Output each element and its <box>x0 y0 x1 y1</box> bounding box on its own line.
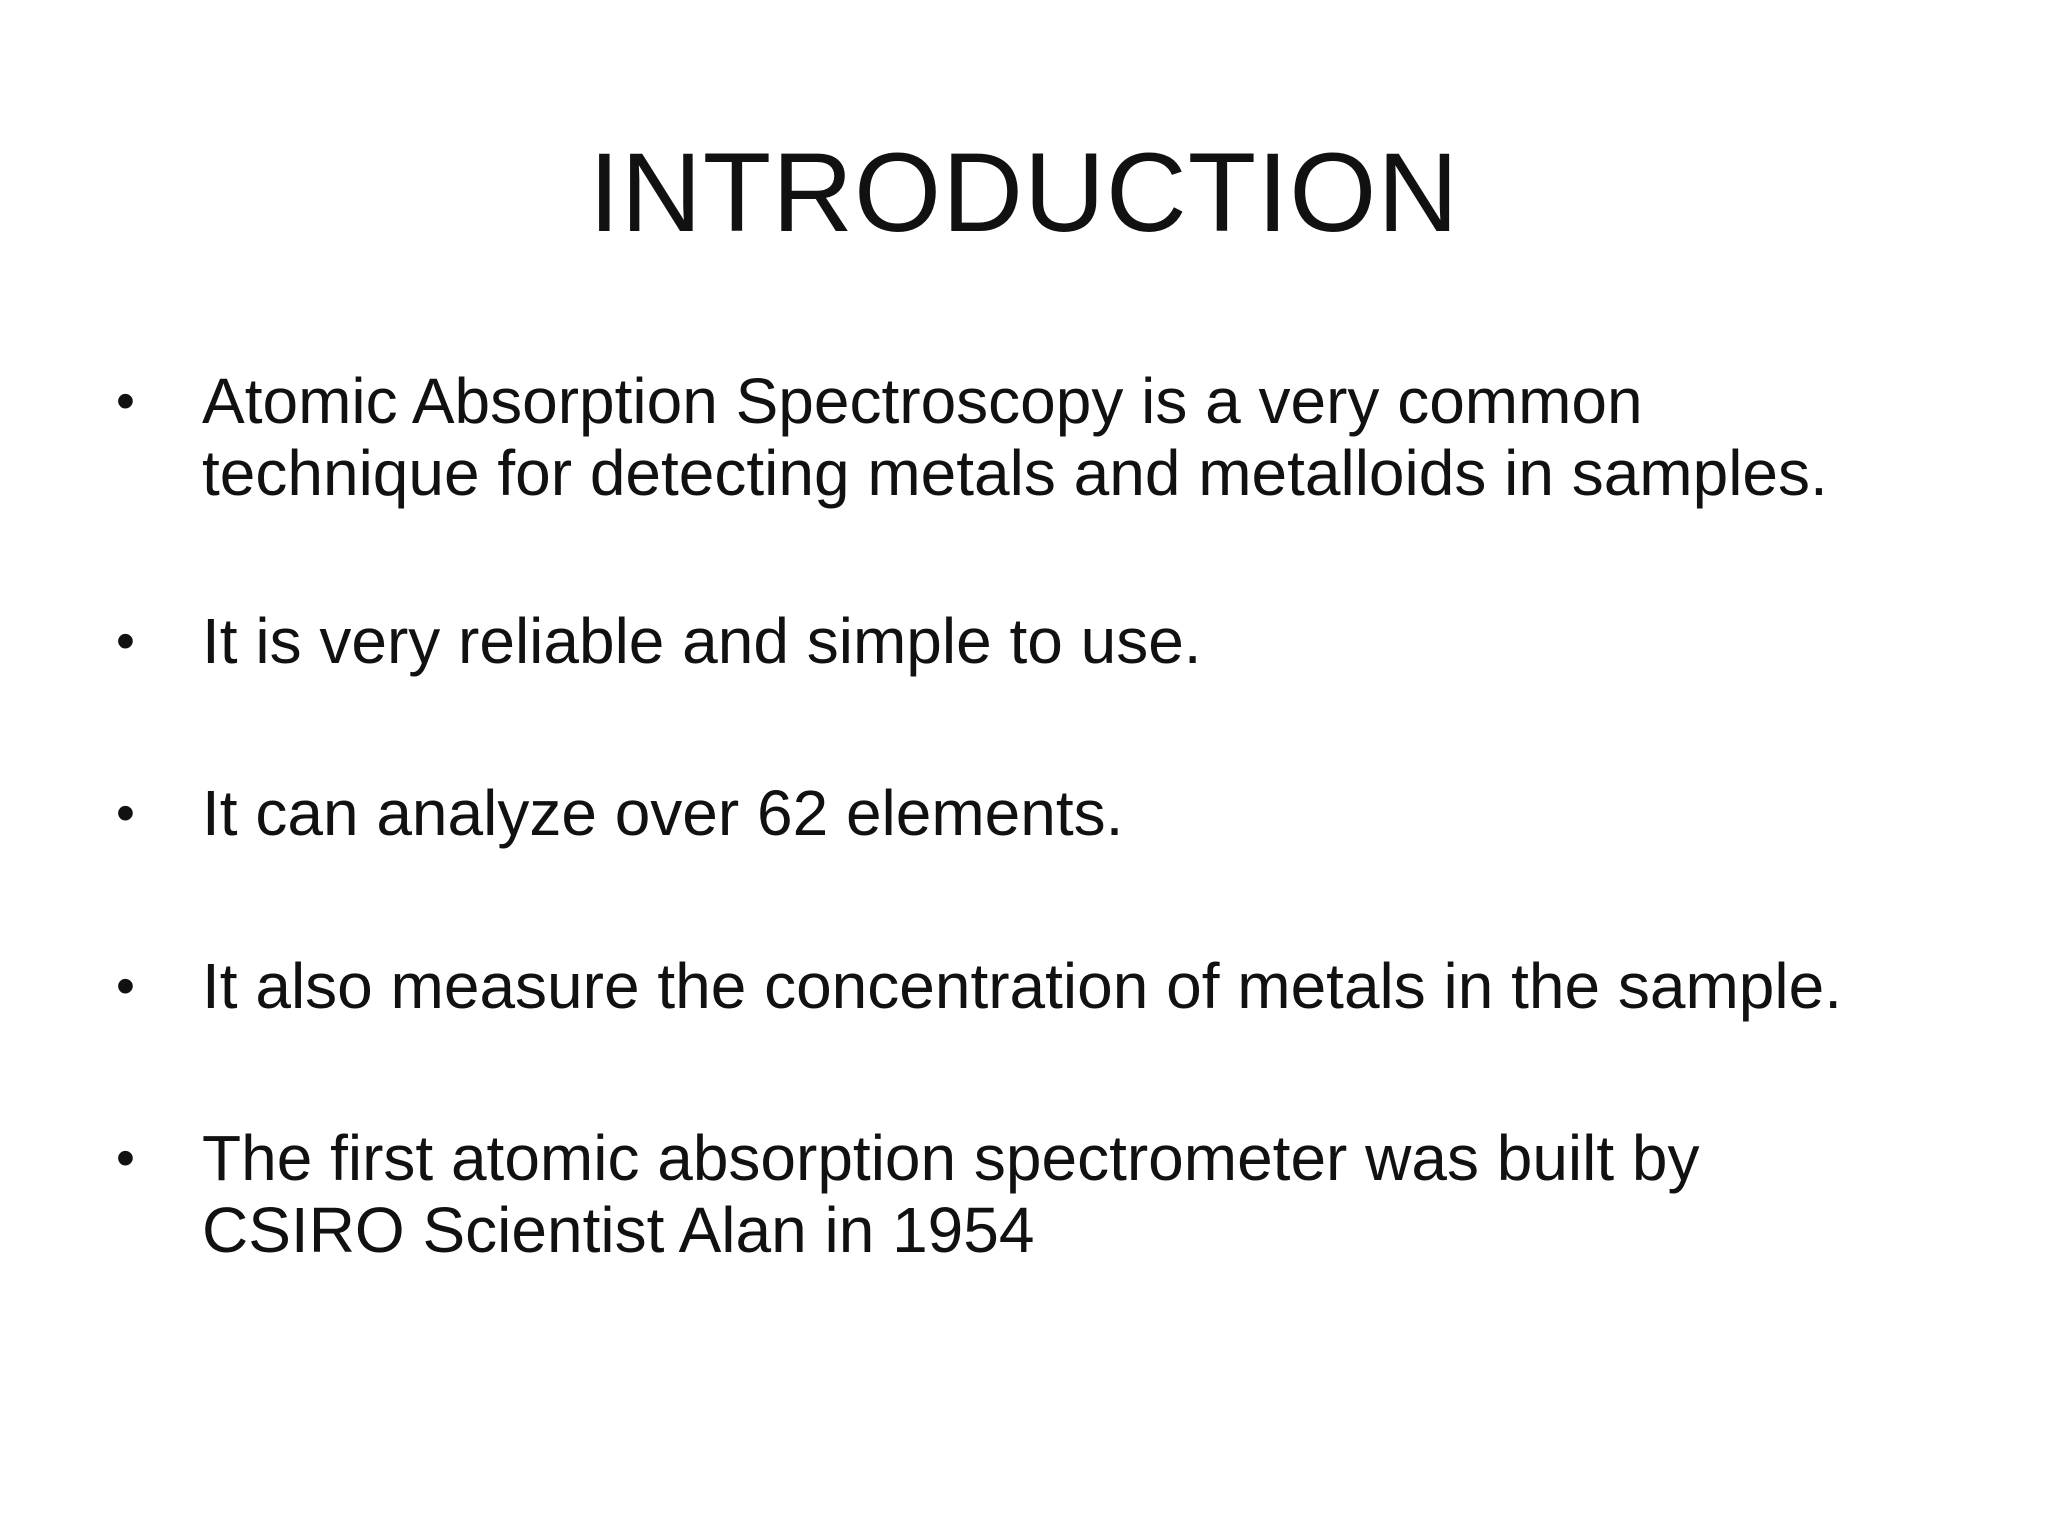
bullet-text: The first atomic absorption spectrometer was built by CSIRO Scientist Alan in 1954 <box>202 1122 1700 1266</box>
bullet-dot-icon: • <box>116 371 135 431</box>
bullet-text: It can analyze over 62 elements. <box>202 777 1124 849</box>
bullet-dot-icon: • <box>116 956 135 1016</box>
bullet-text: Atomic Absorption Spectroscopy is a very common technique for detecting metals and metalloids in samples. <box>202 365 1828 509</box>
bullet-text: It is very reliable and simple to use. <box>202 605 1202 677</box>
bullet-dot-icon: • <box>116 611 135 671</box>
bullet-dot-icon: • <box>116 1128 135 1188</box>
bullet-text: It also measure the concentration of metals in the sample. <box>202 950 1842 1022</box>
bullet-dot-icon: • <box>116 783 135 843</box>
slide-title: INTRODUCTION <box>588 130 1460 255</box>
